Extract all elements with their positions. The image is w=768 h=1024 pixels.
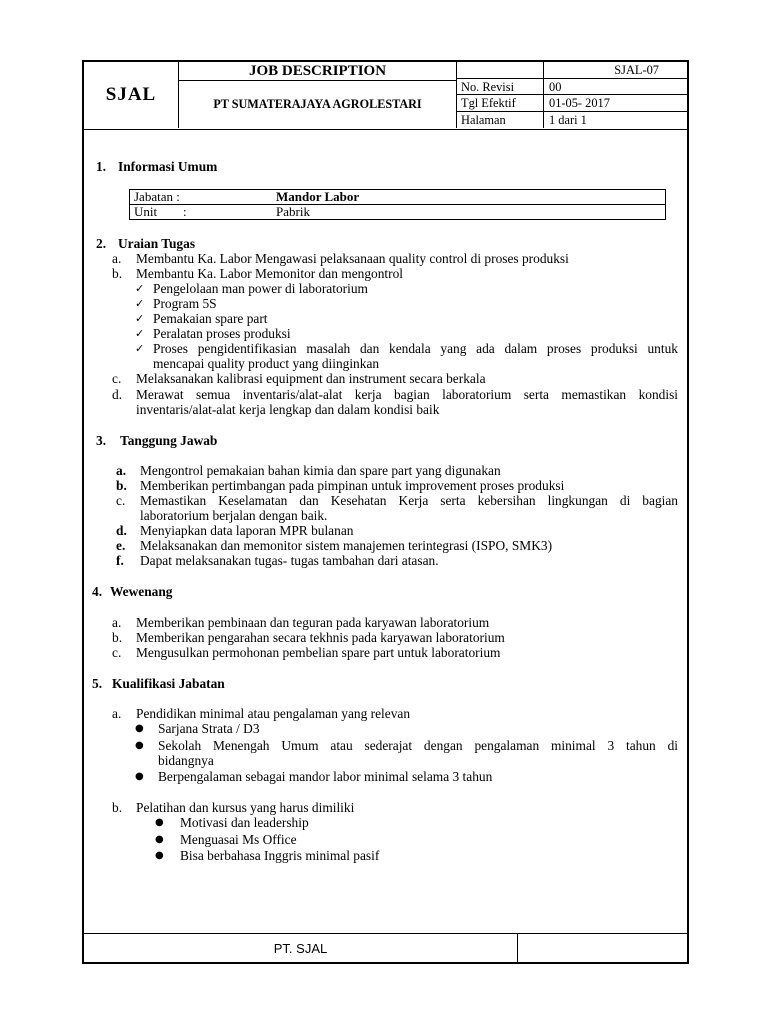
s5-b-bullet-1: Motivasi dan leadership	[180, 815, 309, 830]
meta-row-effective-date: Tgl Efektif 01-05- 2017	[457, 95, 687, 112]
s1-number: 1.	[96, 159, 107, 174]
s2-item-d-cont: inventaris/alat-alat kerja lengkap dan dalam kondisi baik	[136, 402, 440, 417]
s3-item-d: Menyiapkan data laporan MPR bulanan	[140, 523, 354, 538]
s3-item-f: Dapat melaksanakan tugas- tugas tambahan dari atasan.	[140, 553, 439, 568]
s4-number: 4.	[92, 584, 103, 599]
info-row-jabatan: Jabatan : Mandor Labor	[130, 190, 665, 205]
s2-check-5: Proses pengidentifikasian masalah dan kendala yang ada dalam proses produksi untuk	[153, 341, 678, 356]
s2-check-3: Pemakaian spare part	[153, 311, 268, 326]
s5-item-a: Pendidikan minimal atau pengalaman yang relevan	[136, 706, 411, 721]
s5-title: Kualifikasi Jabatan	[112, 676, 225, 691]
s3-title: Tanggung Jawab	[120, 433, 218, 448]
bullet-icon: ●	[155, 834, 164, 845]
s5-a-bullet-2: Sekolah Menengah Umum atau sederajat dengan pengalaman minimal 3 tahun di	[158, 738, 678, 753]
s5-b-bullet-2: Menguasai Ms Office	[180, 832, 297, 847]
jabatan-value: Mandor Labor	[276, 189, 360, 204]
s3-item-b: Memberikan pertimbangan pada pimpinan untuk improvement proses produksi	[140, 478, 565, 493]
unit-value: Pabrik	[276, 204, 310, 219]
s2-item-d: Merawat semua inventaris/alat-alat kerja bagian laboratorium serta memastikan kondisi	[136, 387, 678, 402]
s4-title: Wewenang	[110, 584, 173, 599]
s1-title: Informasi Umum	[118, 159, 218, 174]
meta-row-revision: No. Revisi 00	[457, 79, 687, 96]
bullet-icon: ●	[155, 817, 164, 828]
s2-title: Uraian Tugas	[118, 236, 196, 251]
s2-check-2: Program 5S	[153, 296, 217, 311]
s4-item-a: Memberikan pembinaan dan teguran pada karyawan laboratorium	[136, 615, 490, 630]
checkmark-icon: ✓	[135, 297, 145, 310]
checkmark-icon: ✓	[135, 282, 145, 295]
bullet-icon: ●	[135, 771, 144, 782]
s2-number: 2.	[96, 236, 107, 251]
s4-item-b: Memberikan pengarahan secara tekhnis pada karyawan laboratorium	[136, 630, 505, 645]
s3-item-e: Melaksanakan dan memonitor sistem manajemen terintegrasi (ISPO, SMK3)	[140, 538, 553, 553]
s5-number: 5.	[92, 676, 103, 691]
s2-item-a: Membantu Ka. Labor Mengawasi pelaksanaan quality control di proses produksi	[136, 251, 569, 266]
s5-item-b: Pelatihan dan kursus yang harus dimiliki	[136, 800, 355, 815]
s3-item-c: Memastikan Keselamatan dan Kesehatan Kerja serta kebersihan lingkungan di bagian	[140, 493, 678, 508]
checkmark-icon: ✓	[135, 312, 145, 325]
s5-b-bullet-3: Bisa berbahasa Inggris minimal pasif	[180, 848, 380, 863]
s4-item-c: Mengusulkan permohonan pembelian spare part untuk laboratorium	[136, 645, 501, 660]
footer-company: PT. SJAL	[84, 934, 518, 963]
s3-item-a: Mengontrol pemakaian bahan kimia dan spare part yang digunakan	[140, 463, 501, 478]
s3-number: 3.	[96, 433, 107, 448]
s2-check-5-cont: mencapai quality product yang diinginkan	[153, 356, 380, 371]
s2-item-b: Membantu Ka. Labor Memonitor dan mengontrol	[136, 266, 404, 281]
company-logo: SJAL	[84, 62, 179, 128]
document-frame: SJAL JOB DESCRIPTION PT SUMATERAJAYA AGROLESTARI SJAL-07 No. Revisi 00 Tgl Efektif 01-05- 2017 Halaman 1 dari 1 1. Informasi Umum Jabatan : Mandor Labor Unit : Pabrik 2. Uraian Tugas a. Membantu Ka. Labor Mengawasi pelaksanaan quality control di proses produksi b. Membantu Ka. Labor Memonitor dan mengontrol ✓ Pengelolaan man power di laboratorium ✓ Program 5S ✓ Pemakaian spare part ✓ Peralatan proses produksi ✓ Proses pengidentifikasian masalah dan kendala yang ada dalam proses produksi untuk mencapai quality product yang diinginkan c. Melaksanakan kalibrasi equipment dan instrument secara berkala d. Merawat semua inventaris/alat-alat kerja bagian laboratorium serta memastikan kondisi inventaris/alat-alat kerja lengkap dan dalam kondisi baik 3. Tanggung Jawab a. Mengontrol pemakaian bahan kimia dan spare part yang digunakan b. Memberikan pertimbangan pada pimpinan untuk improvement proses produksi c. Memastikan Keselamatan dan Kesehatan Kerja serta kebersihan lingkungan di bagian laboratorium berjalan dengan baik. d. Menyiapkan data laporan MPR bulanan e. Melaksanakan dan memonitor sistem manajemen terintegrasi (ISPO, SMK3) f. Dapat melaksanakan tugas- tugas tambahan dari atasan. 4. Wewenang a. Memberikan pembinaan dan teguran pada karyawan laboratorium b. Memberikan pengarahan secara tekhnis pada karyawan laboratorium c. Mengusulkan permohonan pembelian spare part untuk laboratorium 5. Kualifikasi Jabatan a. Pendidikan minimal atau pengalaman yang relevan ● Sarjana Strata / D3 ● Sekolah Menengah Umum atau sederajat dengan pengalaman minimal 3 tahun di bidangnya ● Berpengalaman sebagai mandor labor minimal selama 3 tahun b. Pelatihan dan kursus yang harus dimiliki ● Motivasi dan leadership ● Menguasai Ms Office ● Bisa berbahasa Inggris minimal pasif PT. SJAL	[82, 60, 689, 964]
s3-item-c-cont: laboratorium berjalan dengan baik.	[140, 508, 328, 523]
meta-row-code	[457, 62, 687, 79]
info-row-unit: Unit : Pabrik	[134, 204, 310, 219]
s5-a-bullet-1: Sarjana Strata / D3	[158, 721, 260, 736]
document-meta	[457, 62, 687, 128]
checkmark-icon: ✓	[135, 327, 145, 340]
bullet-icon: ●	[155, 850, 164, 861]
info-table	[129, 189, 666, 220]
s2-check-1: Pengelolaan man power di laboratorium	[153, 281, 368, 296]
footer-table	[84, 933, 687, 964]
header-table	[84, 62, 687, 130]
checkmark-icon: ✓	[135, 342, 145, 355]
document-title: JOB DESCRIPTION	[179, 62, 457, 81]
bullet-icon: ●	[135, 740, 144, 751]
s2-check-4: Peralatan proses produksi	[153, 326, 291, 341]
company-name: PT SUMATERAJAYA AGROLESTARI	[179, 81, 457, 128]
s5-a-bullet-3: Berpengalaman sebagai mandor labor minimal selama 3 tahun	[158, 769, 493, 784]
s2-item-c: Melaksanakan kalibrasi equipment dan instrument secara berkala	[136, 371, 486, 386]
doc-code: SJAL-07	[614, 63, 659, 77]
bullet-icon: ●	[135, 723, 144, 734]
meta-row-page: Halaman 1 dari 1	[457, 112, 687, 129]
s5-a-bullet-2-cont: bidangnya	[158, 753, 214, 768]
